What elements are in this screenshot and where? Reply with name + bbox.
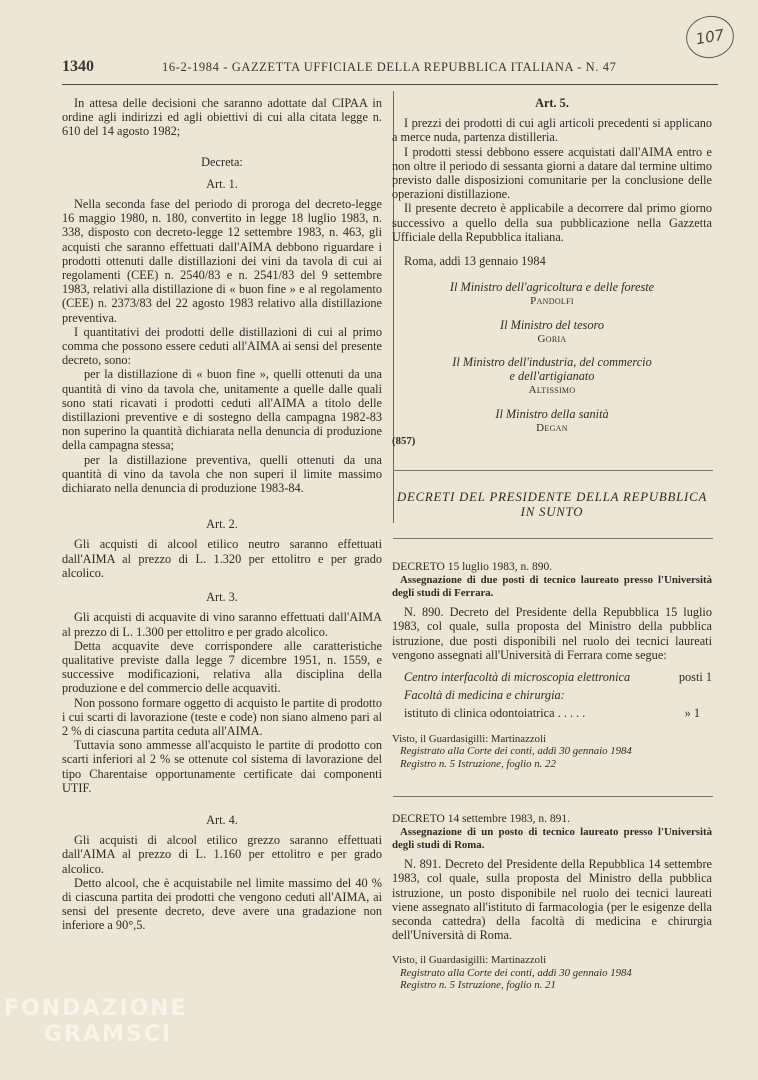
facolta-label: Facoltà di medicina e chirurgia: [404, 688, 565, 703]
decree-890-visto: Visto, il Guardasigilli: Martinazzoli [392, 732, 547, 745]
minister-1-name: Pandolfi [530, 295, 574, 308]
art3-paragraph-2: Detta acquavite deve corrispondere alle caratteristiche qualitative previste dalla legge 7 dicembre 1951, n. 1559, e successive modificazioni, relativa alla disciplina della produzione e del commercio delle acquaviti. [62, 638, 382, 696]
decree-891-visto: Visto, il Guardasigilli: Martinazzoli [392, 954, 547, 967]
archive-stamp: 107 [683, 12, 738, 62]
art3-paragraph-1: Gli acquisti di acquavite di vino saranno effettuati dall'AIMA al prezzo di L. 1.300 per ettolitro e per grado alcolico. [62, 610, 382, 639]
decree-890-subject: Assegnazione di due posti di tecnico laureato presso l'Università degli studi di Ferrara. [392, 574, 712, 599]
istituto-value: » 1 [684, 706, 700, 721]
art1-title: Art. 1. [206, 176, 238, 191]
reference-number: (857) [392, 435, 416, 448]
decree-891-registration-1: Registrato alla Corte dei conti, addì 30 gennaio 1984 [400, 966, 632, 979]
left-column [62, 96, 382, 933]
decree-890-registration-1: Registrato alla Corte dei conti, addì 30 gennaio 1984 [400, 745, 632, 758]
art5-paragraph-1: I prezzi dei prodotti di cui agli articoli precedenti si applicano a merce nuda, partenza distilleria. [392, 116, 712, 145]
decree-891-subject: Assegnazione di un posto di tecnico laureato presso l'Università degli studi di Roma. [392, 826, 712, 851]
minister-1-role: Il Ministro dell'agricoltura e delle foreste [449, 280, 655, 295]
signing-date: Roma, addì 13 gennaio 1984 [404, 254, 546, 269]
decree-891 [392, 812, 712, 992]
art2-paragraph-1: Gli acquisti di alcool etilico neutro saranno effettuati dall'AIMA al prezzo di L. 1.320 per ettolitro e per grado alcolico. [62, 537, 382, 580]
running-title: 16-2-1984 - GAZZETTA UFFICIALE DELLA REPUBBLICA ITALIANA - N. 47 [162, 60, 617, 74]
istituto-label: istituto di clinica odontoiatrica . . . . . [404, 706, 586, 721]
minister-3-name: Altissimo [528, 384, 576, 397]
decree-890-body: N. 890. Decreto del Presidente della Repubblica 15 luglio 1983, col quale, sulla proposta del Ministro della pubblica istruzione, due posti disponibili nel ruolo dei tecnici laureati vengono assegnati all'Università di Ferrara come segue: [392, 605, 712, 662]
right-column [392, 96, 712, 448]
art4-paragraph-2: Detto alcool, che è acquistabile nel limite massimo del 40 % di ciascuna partita dei prodotti che vengono ceduti all'AIMA, ai sensi del presente decreto, deve avere una gradazione non inferiore a 90°,5. [62, 875, 382, 933]
centro-label: Centro interfacoltà di microscopia elettronica [404, 670, 631, 685]
page-number: 1340 [62, 58, 94, 75]
minister-4-name: Degan [536, 421, 568, 434]
section-subtitle: IN SUNTO [520, 505, 584, 519]
centro-value: posti 1 [678, 670, 712, 685]
page-header [62, 58, 702, 80]
decree-890-heading: DECRETO 15 luglio 1983, n. 890. [392, 561, 553, 573]
art5-paragraph-2: I prodotti stessi debbono essere acquistati dall'AIMA entro e non oltre il periodo di sessanta giorni a datare dal termine ultimo previsto dalle disposizioni comunitarie per la conclusione delle operazioni distillazione. [392, 144, 712, 202]
decree-891-registration-2: Registro n. 5 Istruzione, foglio n. 21 [400, 979, 556, 992]
section-rule-1 [393, 470, 713, 471]
art3-title: Art. 3. [206, 590, 238, 605]
section-rule-2 [393, 538, 713, 539]
section-rule-3 [393, 796, 713, 797]
decreta-label: Decreta: [201, 154, 243, 169]
art4-title: Art. 4. [206, 812, 238, 827]
watermark-line-2: GRAMSCI [44, 1022, 173, 1047]
art1-paragraph-3: per la distillazione di « buon fine », quelli ottenuti da una quantità di vino da tavola che, unitamente a quelle dalle quali sono stati ricavati i prodotti ceduti all'AIMA a titolo delle distillazioni preventive e di sostegno della campagna 1982-83 non superino la quantità dichiarata nella denuncia di produzione della campagna stessa; [62, 367, 382, 453]
art1-paragraph-4: per la distillazione preventiva, quelli ottenuti da una quantità di vino da tavola che non superi il limite massimo dichiarato nella denuncia di produzione 1983-84. [62, 452, 382, 496]
decree-891-body: N. 891. Decreto del Presidente della Repubblica 14 settembre 1983, col quale, sulla proposta del Ministro della pubblica istruzione, un posto disponibile nel ruolo dei tecnici laureati viene assegnato all'istituto di farmacologia (per le esigenze della seconda cattedra) della facoltà di medicina e chirurgia dell'Università di Roma. [392, 857, 712, 943]
minister-4-role: Il Ministro della sanità [495, 406, 609, 421]
art3-paragraph-4: Tuttavia sono ammesse all'acquisto le partite di prodotto con scarti inferiori al 2 % se ottenute col sistema di lavorazione del tipo Charentaise opportunamente certificate dai componenti UTIF. [62, 738, 382, 795]
art3-paragraph-3: Non possono formare oggetto di acquisto le partite di prodotto i cui scarti di lavorazione (teste e code) non siano almeno pari al 2 % di ciascuna partita ceduta all'AIMA. [62, 695, 382, 738]
minister-2-name: Goria [537, 332, 567, 345]
section-title: DECRETI DEL PRESIDENTE DELLA REPUBBLICA [396, 490, 708, 504]
decree-890-line-istituto [392, 706, 712, 720]
decree-890 [392, 560, 712, 770]
minister-3-role-b: e dell'artigianato [509, 369, 595, 384]
art2-title: Art. 2. [206, 517, 238, 532]
watermark-line-1: FONDAZIONE [4, 996, 188, 1021]
header-rule [62, 84, 718, 85]
presidential-decrees-header [392, 490, 712, 520]
signatures [392, 280, 712, 435]
art5-title: Art. 5. [535, 96, 569, 110]
art1-paragraph-2: I quantitativi dei prodotti delle distillazioni di cui al primo comma che possono essere ceduti all'AIMA ai sensi del presente decreto, sono: [62, 324, 382, 368]
art5-paragraph-3: Il presente decreto è applicabile a decorrere dal primo giorno successivo a quello della sua pubblicazione nella Gazzetta Ufficiale della Repubblica italiana. [392, 201, 712, 244]
decree-891-heading: DECRETO 14 settembre 1983, n. 891. [392, 813, 571, 825]
archive-watermark [4, 996, 188, 1048]
art4-paragraph-1: Gli acquisti di alcool etilico grezzo saranno effettuati dall'AIMA al prezzo di L. 1.160 per ettolitro e per grado alcolico. [62, 833, 382, 876]
minister-2-role: Il Ministro del tesoro [500, 317, 604, 332]
minister-3-role-a: Il Ministro dell'industria, del commercio [452, 355, 652, 370]
decree-890-registration-2: Registro n. 5 Istruzione, foglio n. 22 [400, 757, 556, 770]
art1-paragraph-1: Nella seconda fase del periodo di proroga del decreto-legge 16 maggio 1980, n. 180, convertito in legge 18 luglio 1983, n. 338, disposto con decreto-legge 12 settembre 1983, n. 463, gli acquisti che saranno effettuati dall'AIMA debbono riguardare i prodotti ottenuti dalle distillazioni dei vini da tavola di cui ai regolamenti (CEE) n. 2540/83 e n. 2541/83 del 9 settembre 1983, relativi alla distillazione di « buon fine » e al regolamento (CEE) n. 2373/83 del 22 agosto 1983 relativo alla distillazione preventiva. [62, 197, 382, 325]
decree-890-line-centro [392, 670, 712, 684]
intro-paragraph: In attesa delle decisioni che saranno adottate dal CIPAA in ordine agli indirizzi ed agli obiettivi di cui alla citata legge n. 610 del 14 agosto 1982; [62, 96, 382, 139]
